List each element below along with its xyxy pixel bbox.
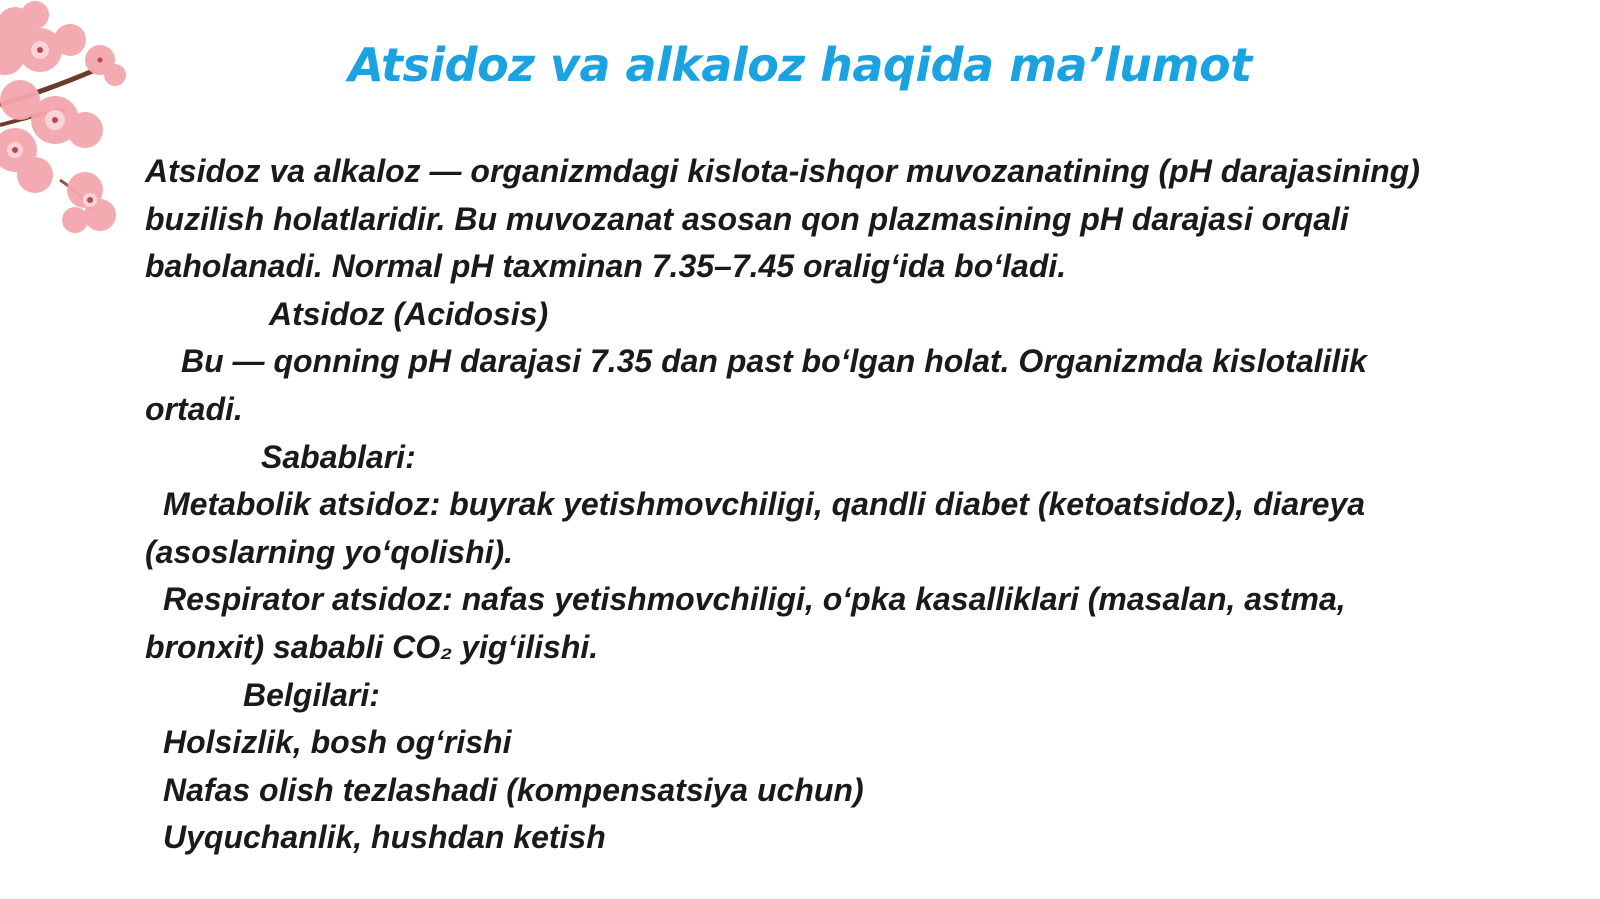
cause-item-respiratory-cont: bronxit) sababli CO₂ yig‘ilishi.: [145, 628, 599, 665]
cause-item-metabolic: Metabolik atsidoz: buyrak yetishmovchiligi, qandli diabet (ketoatsidoz), diareya: [163, 486, 1366, 523]
sign-item: Uyquchanlik, hushdan ketish: [163, 819, 606, 856]
acidosis-heading: Atsidoz (Acidosis): [269, 295, 549, 332]
signs-heading: Belgilari:: [243, 676, 380, 713]
definition-line: Bu — qonning pH darajasi 7.35 dan past bo‘lgan holat. Organizmda kislotalilik: [181, 343, 1367, 380]
sign-item: Nafas olish tezlashadi (kompensatsiya uchun): [163, 771, 864, 808]
slide-title: Atsidoz va alkaloz haqida ma’lumot: [348, 38, 1252, 92]
slide-body: [145, 148, 1565, 862]
intro-line: Atsidoz va alkaloz — organizmdagi kislota-ishqor muvozanatining (pH darajasining): [145, 153, 1420, 189]
cause-item-metabolic-cont: (asoslarning yo‘qolishi).: [145, 533, 514, 570]
definition-line: ortadi.: [145, 390, 243, 427]
causes-heading: Sabablari:: [261, 438, 416, 475]
sign-item: Holsizlik, bosh og‘rishi: [163, 724, 512, 761]
intro-line: buzilish holatlaridir. Bu muvozanat asosan qon plazmasining pH darajasi orqali: [145, 200, 1349, 237]
cause-item-respiratory: Respirator atsidoz: nafas yetishmovchiligi, o‘pka kasalliklari (masalan, astma,: [163, 581, 1346, 618]
intro-line: baholanadi. Normal pH taxminan 7.35–7.45 oralig‘ida bo‘ladi.: [145, 248, 1067, 285]
